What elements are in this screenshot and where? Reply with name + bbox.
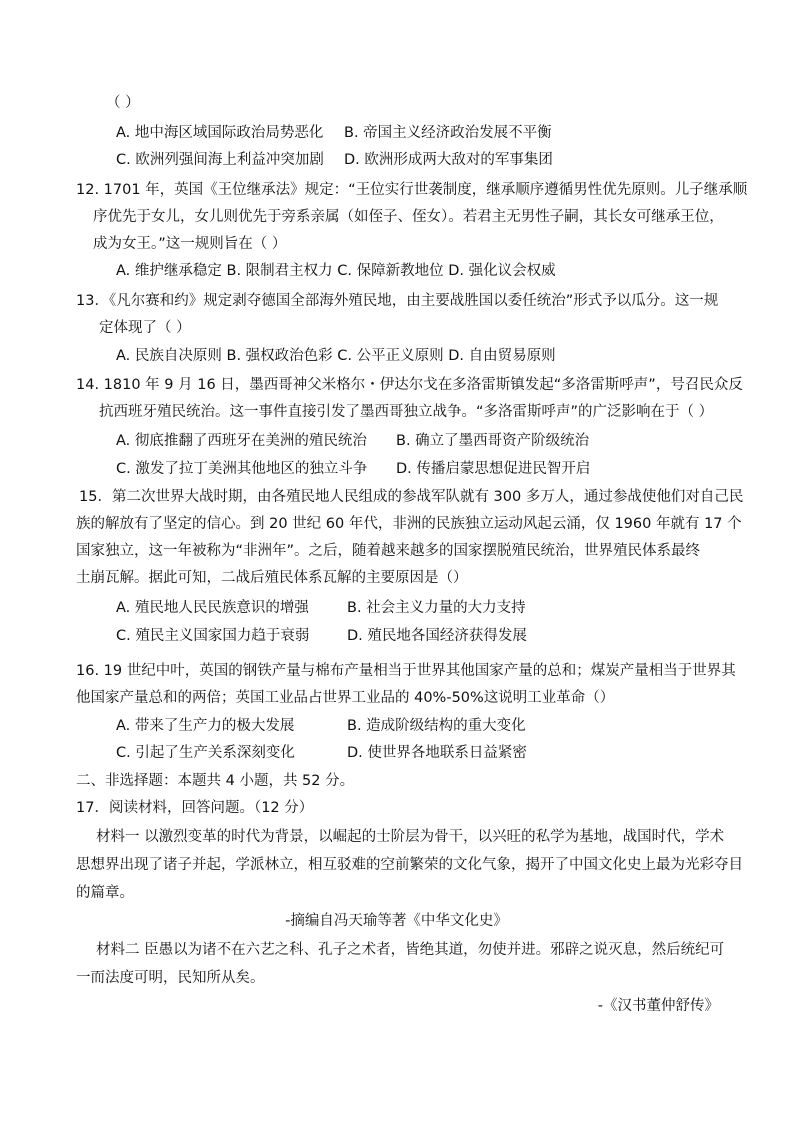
q15-line-4: 土崩瓦解。据此可知，二战后殖民体系瓦解的主要原因是（） [76, 570, 468, 586]
q15-option-c: C. 殖民主义国家国力趋于衰弱 [116, 628, 310, 644]
q14-option-c: C. 激发了拉丁美洲其他地区的独立斗争 [116, 461, 368, 477]
q14-option-d: D. 传播启蒙思想促进民智开启 [396, 461, 591, 477]
q16-option-b: B. 造成阶级结构的重大变化 [347, 718, 526, 734]
q14-line-1: 14. 1810 年 9 月 16 日，墨西哥神父米格尔・伊达尔戈在多洛雷斯镇发起“多洛雷斯呼声”，号召民众反 [76, 377, 743, 393]
option-c: C. 欧洲列强间海上利益冲突加剧 [116, 152, 324, 168]
q13-line-2: 定体现了（ ） [99, 320, 191, 336]
q15-line-2: 族的解放有了坚定的信心。到 20 世纪 60 年代，非洲的民族独立运动风起云涌，仅 1960 年就有 17 个 [76, 516, 742, 532]
question-paren: （ ） [106, 95, 140, 111]
q15-line-3: 国家独立，这一年被称为“非洲年”。之后，随着越来越多的国家摆脱殖民统治，世界殖民体系最终 [76, 543, 701, 559]
option-a: A. 地中海区域国际政治局势恶化 [116, 125, 324, 141]
q16-line-1: 16. 19 世纪中叶，英国的钢铁产量与棉布产量相当于世界其他国家产量的总和；煤炭产量相当于世界其 [76, 663, 736, 679]
q17-material1-line-2: 思想界出现了诸子并起，学派林立，相互驳难的空前繁荣的文化气象，揭开了中国文化史上最为光彩夺目 [76, 857, 743, 873]
q15-option-a: A. 殖民地人民民族意识的增强 [116, 600, 309, 616]
q12-line-1: 12. 1701 年，英国《王位继承法》规定：“王位实行世袭制度，继承顺序遵循男性优先原则。儿子继承顺 [76, 182, 748, 198]
q12-line-3: 成为女王。”这一规则旨在（ ） [93, 236, 287, 252]
q17-material1-line-1: 材料一 以激烈变革的时代为背景，以崛起的士阶层为骨干，以兴旺的私学为基地，战国时代，学术 [96, 829, 725, 845]
q12-line-2: 序优先于女儿，女儿则优先于旁系亲属（如侄子、侄女）。若君主无男性子嗣，其长女可继承王位， [93, 209, 724, 225]
q17-material2-line-2: 一而法度可明，民知所从矣。 [76, 970, 265, 986]
q17-material2-line-1: 材料二 臣愚以为诸不在六艺之科、孔子之术者，皆绝其道，勿使并进。邪辟之说灭息，然后统纪可 [96, 942, 725, 958]
q14-option-a: A. 彻底推翻了西班牙在美洲的殖民统治 [116, 433, 367, 449]
section-heading: 二、非选择题：本题共 4 小题，共 52 分。 [76, 773, 355, 789]
q16-line-2: 他国家产量总和的两倍；英国工业品占世界工业品的 40%-50%这说明工业革命（） [76, 690, 615, 706]
q17-material2-source: -《汉书董仲舒传》 [597, 998, 719, 1014]
option-b: B. 帝国主义经济政治发展不平衡 [344, 125, 552, 141]
q14-option-b: B. 确立了墨西哥资产阶级统治 [396, 433, 590, 449]
q12-options: A. 维护继承稳定 B. 限制君主权力 C. 保障新教地位 D. 强化议会权威 [116, 263, 556, 279]
q15-line-1: 15．第二次世界大战时期，由各殖民地人民组成的参战军队就有 300 多万人，通过参战使他们对自己民 [79, 489, 744, 505]
q14-line-2: 抗西班牙殖民统治。这一事件直接引发了墨西哥独立战争。“多洛雷斯呼声”的广泛影响在于（ ） [99, 404, 714, 420]
q16-option-c: C. 引起了生产关系深刻变化 [116, 745, 295, 761]
q17-heading: 17．阅读材料，回答问题。（12 分） [76, 800, 314, 816]
q15-option-b: B. 社会主义力量的大力支持 [347, 600, 526, 616]
q16-option-d: D. 使世界各地联系日益紧密 [347, 745, 527, 761]
q15-option-d: D. 殖民地各国经济获得发展 [347, 628, 527, 644]
q16-option-a: A. 带来了生产力的极大发展 [116, 718, 295, 734]
q17-material1-source: -摘编自冯天瑜等著《中华文化史》 [285, 913, 508, 929]
q13-options: A. 民族自决原则 B. 强权政治色彩 C. 公平正义原则 D. 自由贸易原则 [116, 348, 556, 364]
q17-material1-line-3: 的篇章。 [76, 885, 134, 901]
option-d: D. 欧洲形成两大敌对的军事集团 [344, 152, 553, 168]
q13-line-1: 13．《凡尔赛和约》规定剥夺德国全部海外殖民地，由主要战胜国以委任统治”形式予以瓜分。这一规 [76, 293, 719, 309]
